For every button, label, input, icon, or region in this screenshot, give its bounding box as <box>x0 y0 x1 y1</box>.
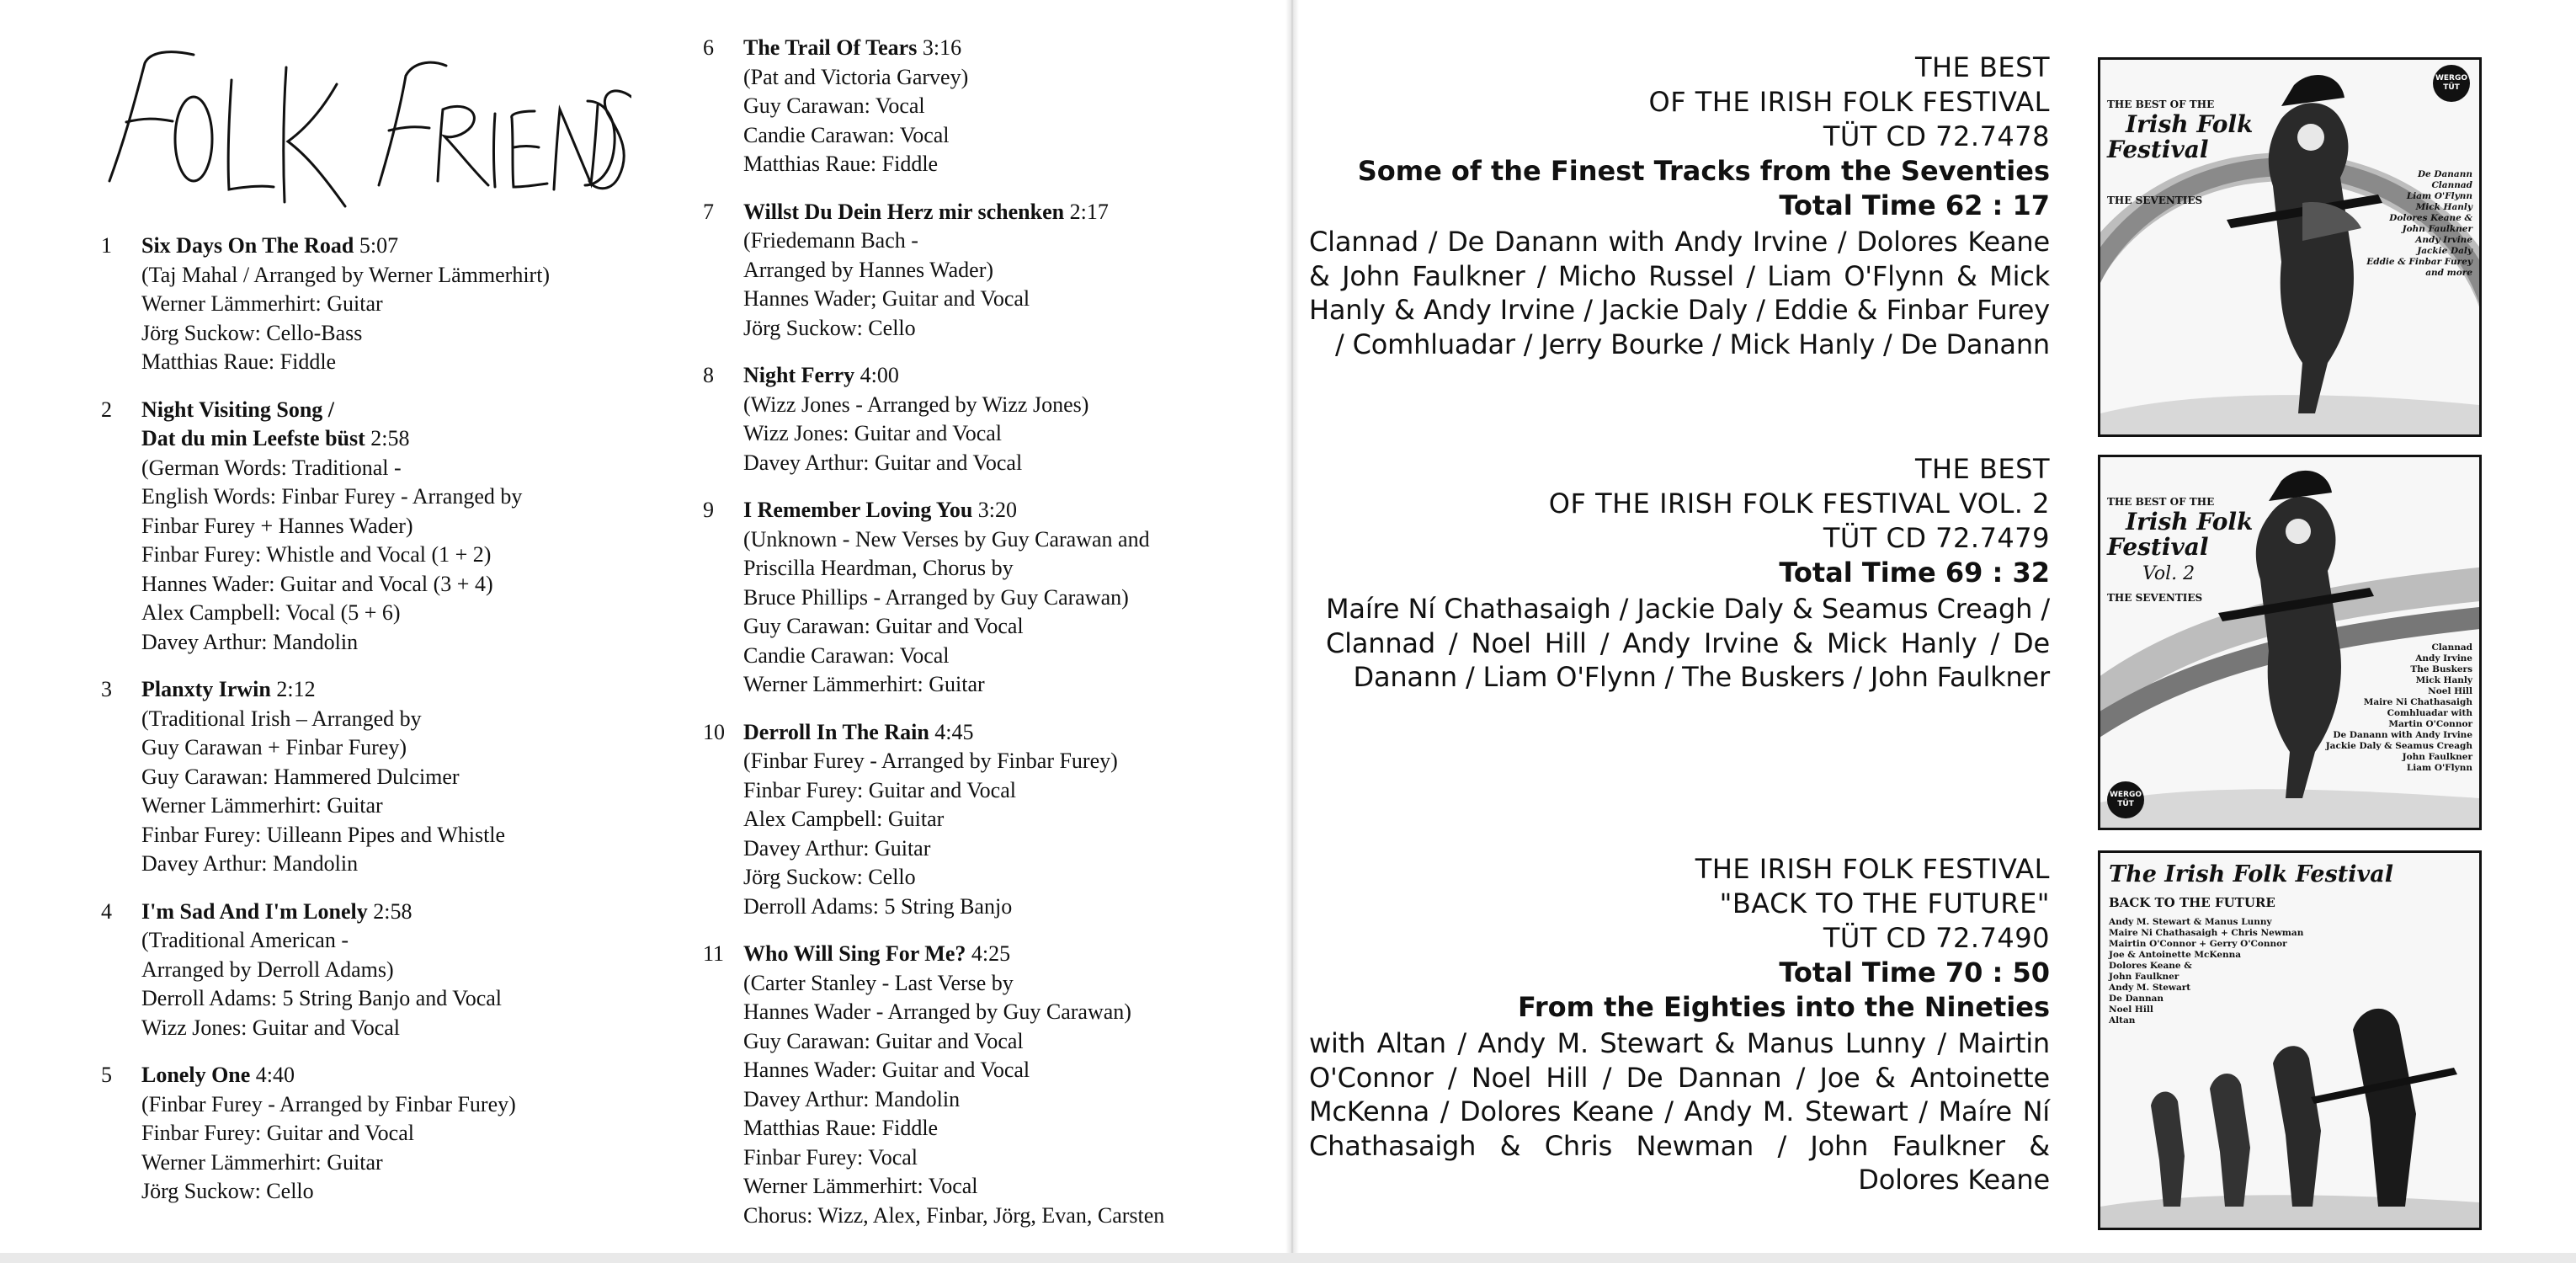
track-credit: (Carter Stanley - Last Verse by <box>743 970 1014 995</box>
cover-artist: Jackie Daly <box>2417 246 2472 256</box>
track-credit: Jörg Suckow: Cello <box>141 1179 314 1203</box>
artist-list: with Altan / Andy M. Stewart & Manus Lunny / Mairtin O'Connor / Noel Hill / De Dannan / Joe & Antoinette McKenna / Dolores Keane / Andy M. Stewart / Maíre Ní Chathasaigh & Chris Newman / John Faulkner & Dolores Keane <box>1309 1027 2050 1196</box>
scan-bottom-edge <box>0 1253 2576 1263</box>
cover-title: Irish Folk <box>2126 508 2254 536</box>
track-credit: Finbar Furey: Guitar and Vocal <box>743 777 1016 802</box>
track-credit: Guy Carawan: Vocal <box>743 93 925 118</box>
cover-artist: Liam O'Flynn <box>2406 191 2472 201</box>
track-credit: Davey Arthur: Guitar <box>743 835 931 861</box>
track-credit: Jörg Suckow: Cello-Bass <box>141 320 363 345</box>
album-cover-1 <box>2098 57 2482 437</box>
track-credit: Alex Campbell: Vocal (5 + 6) <box>141 600 401 625</box>
cover-artist: Dolores Keane & <box>2389 213 2472 223</box>
track-credit: (Unknown - New Verses by Guy Carawan and <box>743 526 1150 552</box>
cover-artist: Maire Ni Chathasaigh <box>2363 697 2472 707</box>
track-credit: Davey Arthur: Mandolin <box>141 851 359 876</box>
track <box>703 940 1284 1230</box>
track-credit: Derroll Adams: 5 String Banjo and Vocal <box>141 986 502 1010</box>
cover-artist: Comhluadar with <box>2387 708 2472 718</box>
track-credit: (Traditional American - <box>141 928 349 952</box>
track-title: The Trail Of Tears <box>743 35 918 60</box>
track-credit: Werner Lämmerhirt: Guitar <box>743 672 985 696</box>
track <box>703 198 1284 344</box>
cover-title: Festival <box>2107 136 2209 163</box>
track-time: 4:25 <box>971 941 1011 966</box>
album-heading: THE BEST <box>1914 51 2050 83</box>
cover-subtitle: BACK TO THE FUTURE <box>2109 895 2275 910</box>
track-time: 4:45 <box>934 719 974 744</box>
track-credit: Jörg Suckow: Cello <box>743 315 916 340</box>
track-credit: Hannes Wader; Guitar and Vocal <box>743 286 1030 311</box>
track-title: Night Visiting Song / <box>141 397 335 422</box>
album-info-3 <box>1309 852 2050 1197</box>
album-info-2 <box>1326 452 2050 695</box>
cover-subtitle: THE SEVENTIES <box>2107 195 2203 206</box>
catalog-number: TÜT CD 72.7490 <box>1823 922 2050 954</box>
track-time: 4:00 <box>860 363 899 387</box>
track-credit: Matthias Raue: Fiddle <box>743 1116 939 1140</box>
track-credit: Matthias Raue: Fiddle <box>743 152 939 176</box>
cover-artist: Joe & Antoinette McKenna <box>2109 950 2242 960</box>
track-credit: Finbar Furey: Vocal <box>743 1144 918 1170</box>
track <box>703 496 1284 700</box>
artist-list: Clannad / De Danann with Andy Irvine / Dolores Keane & John Faulkner / Micho Russel / Liam O'Flynn & Mick Hanly & Andy Irvine / Jackie Daly / Eddie & Finbar Furey / Comhluadar / Jerry Bourke / Mick Hanly / De Danann <box>1309 226 2050 360</box>
track-time: 2:17 <box>1069 199 1109 224</box>
track-credit: (Taj Mahal / Arranged by Werner Lämmerhirt) <box>141 262 551 287</box>
total-time: Total Time 70 : 50 <box>1779 957 2050 989</box>
album-subtitle: Some of the Finest Tracks from the Seventies <box>1357 155 2050 187</box>
track-credit: English Words: Finbar Furey - Arranged by <box>141 484 523 509</box>
track-credit: Guy Carawan: Guitar and Vocal <box>743 614 1024 638</box>
cover-artist: The Buskers <box>2410 664 2472 674</box>
track-number: 2 <box>101 397 112 422</box>
track-credit: Priscilla Heardman, Chorus by <box>743 556 1014 580</box>
track-credit: Werner Lämmerhirt: Guitar <box>141 793 383 818</box>
cover-artist: Maire Ni Chathasaigh + Chris Newman <box>2109 928 2304 938</box>
track-time: 2:58 <box>373 898 412 924</box>
track-number: 1 <box>101 233 112 258</box>
cover-artist: Mick Hanly <box>2415 202 2472 212</box>
track <box>703 361 1284 477</box>
cover-title: The Irish Folk Festival <box>2109 861 2393 887</box>
album-heading: THE BEST <box>1914 453 2050 485</box>
cover-volume: Vol. 2 <box>2142 563 2195 584</box>
track-credit: Wizz Jones: Guitar and Vocal <box>743 421 1003 445</box>
track-credit: (Traditional Irish – Arranged by <box>141 706 422 731</box>
track-credit: Alex Campbell: Guitar <box>743 807 945 831</box>
track-title: Willst Du Dein Herz mir schenken <box>743 199 1065 224</box>
cover-artist: John Faulkner <box>2402 224 2472 234</box>
track-number: 11 <box>703 941 725 966</box>
cover-artist: and more <box>2425 268 2472 278</box>
track-title-second-line: Dat du min Leefste büst <box>141 426 365 450</box>
track-title: Six Days On The Road <box>141 233 354 258</box>
track-credit: Wizz Jones: Guitar and Vocal <box>141 1015 401 1040</box>
track-title: Who Will Sing For Me? <box>743 941 966 966</box>
track-credit: Davey Arthur: Guitar and Vocal <box>743 450 1023 475</box>
track-credit: Jörg Suckow: Cello <box>743 865 916 889</box>
cover-subtitle: THE SEVENTIES <box>2107 592 2203 604</box>
track-credit: Candie Carawan: Vocal <box>743 642 950 668</box>
track-time: 2:58 <box>370 426 410 450</box>
track-credit: Candie Carawan: Vocal <box>743 122 950 147</box>
cover-artist: De Danann with Andy Irvine <box>2333 730 2472 740</box>
track-credit: Werner Lämmerhirt: Guitar <box>141 1149 383 1175</box>
track <box>703 718 1284 922</box>
label-logo: WERGO TÜT <box>2107 781 2144 818</box>
cover-artist-list <box>2366 169 2472 279</box>
cover-artist: Liam O'Flynn <box>2406 763 2472 773</box>
total-time: Total Time 69 : 32 <box>1779 557 2050 589</box>
album-info-1 <box>1309 51 2050 361</box>
track-credit: Hannes Wader: Guitar and Vocal (3 + 4) <box>141 571 493 596</box>
track-number: 6 <box>703 35 714 60</box>
cover-artist: Mairtin O'Connor + Gerry O'Connor <box>2109 939 2287 949</box>
album-cover-2 <box>2098 455 2482 830</box>
total-time: Total Time 62 : 17 <box>1779 189 2050 221</box>
artist-list: Maíre Ní Chathasaigh / Jackie Daly & Seamus Creagh / Clannad / Noel Hill / Andy Irvine & Mick Hanly / De Danann / Liam O'Flynn / The Buskers / John Faulkner <box>1326 593 2050 693</box>
album-heading: OF THE IRISH FOLK FESTIVAL <box>1648 86 2050 118</box>
cover-artist: John Faulkner <box>2109 972 2179 982</box>
track-credit: (Finbar Furey - Arranged by Finbar Furey) <box>743 749 1118 773</box>
cover-artist: Jackie Daly & Seamus Creagh <box>2325 741 2472 751</box>
cover-artist: Altan <box>2109 1015 2136 1026</box>
track-credit: Werner Lämmerhirt: Vocal <box>743 1174 978 1198</box>
cover-artist: Noel Hill <box>2428 686 2472 696</box>
track <box>101 232 648 377</box>
cover-artist-list <box>2109 917 2303 1026</box>
track-title: I'm Sad And I'm Lonely <box>141 898 368 924</box>
track-credit: Hannes Wader: Guitar and Vocal <box>743 1058 1030 1082</box>
track-title: Night Ferry <box>743 363 855 387</box>
track <box>101 1061 648 1207</box>
track <box>101 898 648 1043</box>
track-credit: Chorus: Wizz, Alex, Finbar, Jörg, Evan, Carsten <box>743 1202 1165 1228</box>
cover-artist: Clannad <box>2431 642 2472 653</box>
cover-artist: John Faulkner <box>2402 752 2472 762</box>
track-title: Lonely One <box>141 1063 251 1087</box>
label-logo: WERGO TÜT <box>2433 65 2470 102</box>
track-credit: Davey Arthur: Mandolin <box>141 629 359 654</box>
track-credit: Guy Carawan: Guitar and Vocal <box>743 1028 1024 1053</box>
catalog-number: TÜT CD 72.7478 <box>1823 120 2050 152</box>
cover-artist: Mick Hanly <box>2415 675 2472 685</box>
track-credit: Arranged by Derroll Adams) <box>141 957 394 982</box>
track-credit: Finbar Furey: Uilleann Pipes and Whistle <box>141 822 506 847</box>
track-credit: Finbar Furey: Guitar and Vocal <box>141 1121 414 1145</box>
cover-artist: Dolores Keane & <box>2109 961 2192 971</box>
track-credit: (Friedemann Bach - <box>743 228 918 253</box>
track-credit: (Pat and Victoria Garvey) <box>743 64 969 89</box>
track-time: 5:07 <box>359 233 399 258</box>
track-time: 4:40 <box>255 1063 295 1087</box>
track-time: 3:16 <box>922 35 962 60</box>
cover-title: Irish Folk <box>2126 110 2254 138</box>
cover-artist-list <box>2326 642 2472 774</box>
album-heading: THE IRISH FOLK FESTIVAL <box>1695 853 2050 885</box>
track-credit: Davey Arthur: Mandolin <box>743 1086 961 1111</box>
track-credit: Derroll Adams: 5 String Banjo <box>743 893 1013 919</box>
track-credit: (Finbar Furey - Arranged by Finbar Furey) <box>141 1091 516 1116</box>
track-time: 3:20 <box>977 498 1018 522</box>
track-number: 9 <box>703 498 714 522</box>
track <box>101 675 648 879</box>
track-number: 5 <box>101 1063 112 1087</box>
track-number: 4 <box>101 898 112 924</box>
track-credit: (German Words: Traditional - <box>141 455 402 480</box>
cover-artist: Eddie & Finbar Furey <box>2366 257 2472 267</box>
track-credit: Arranged by Hannes Wader) <box>743 257 994 282</box>
track-credit: Matthias Raue: Fiddle <box>141 349 337 374</box>
cover-artist: Noel Hill <box>2109 1005 2153 1015</box>
track-credit: Finbar Furey + Hannes Wader) <box>141 513 413 538</box>
track <box>703 34 1284 179</box>
cover-artist: Andy Irvine <box>2415 235 2472 245</box>
cover-artist: Martin O'Connor <box>2388 719 2472 729</box>
cover-artist: Andy M. Stewart & Manus Lunny <box>2109 917 2272 927</box>
track-title: Derroll In The Rain <box>743 719 929 744</box>
album-subtitle: From the Eighties into the Nineties <box>1518 991 2050 1023</box>
track-credit: Guy Carawan + Finbar Furey) <box>141 735 407 759</box>
track-number: 3 <box>101 677 112 701</box>
track-time: 2:12 <box>276 677 316 701</box>
track-number: 8 <box>703 363 714 387</box>
track-title: I Remember Loving You <box>743 498 973 522</box>
folk-friends-logo <box>93 34 631 227</box>
track-credit: Finbar Furey: Whistle and Vocal (1 + 2) <box>141 542 492 567</box>
track-credit: Werner Lämmerhirt: Guitar <box>141 291 383 316</box>
cover-artist: Andy Irvine <box>2415 653 2472 663</box>
cover-artist: De Dannan <box>2109 994 2164 1004</box>
track-credit: Hannes Wader - Arranged by Guy Carawan) <box>743 999 1131 1024</box>
booklet-fold <box>1285 0 1299 1263</box>
track-credit: (Wizz Jones - Arranged by Wizz Jones) <box>743 392 1089 417</box>
track-title: Planxty Irwin <box>141 677 271 701</box>
album-heading: OF THE IRISH FOLK FESTIVAL VOL. 2 <box>1548 488 2050 520</box>
track-number: 10 <box>703 719 725 744</box>
tracklist-column-1 <box>101 232 648 1225</box>
cover-artist: De Danann <box>2417 169 2472 179</box>
track-credit: Bruce Phillips - Arranged by Guy Carawan) <box>743 584 1129 610</box>
track-credit: Guy Carawan: Hammered Dulcimer <box>141 764 460 789</box>
cover-artist: Andy M. Stewart <box>2109 983 2191 993</box>
catalog-number: TÜT CD 72.7479 <box>1823 522 2050 554</box>
album-heading: "BACK TO THE FUTURE" <box>1719 887 2050 919</box>
cover-small-heading: THE BEST OF THE <box>2107 99 2215 110</box>
album-cover-3 <box>2098 850 2482 1230</box>
cover-small-heading: THE BEST OF THE <box>2107 496 2215 508</box>
cover-title: Festival <box>2107 533 2209 561</box>
track <box>101 396 648 658</box>
cover-artist: Clannad <box>2431 180 2472 190</box>
track-number: 7 <box>703 199 714 224</box>
tracklist-column-2 <box>703 34 1284 1249</box>
